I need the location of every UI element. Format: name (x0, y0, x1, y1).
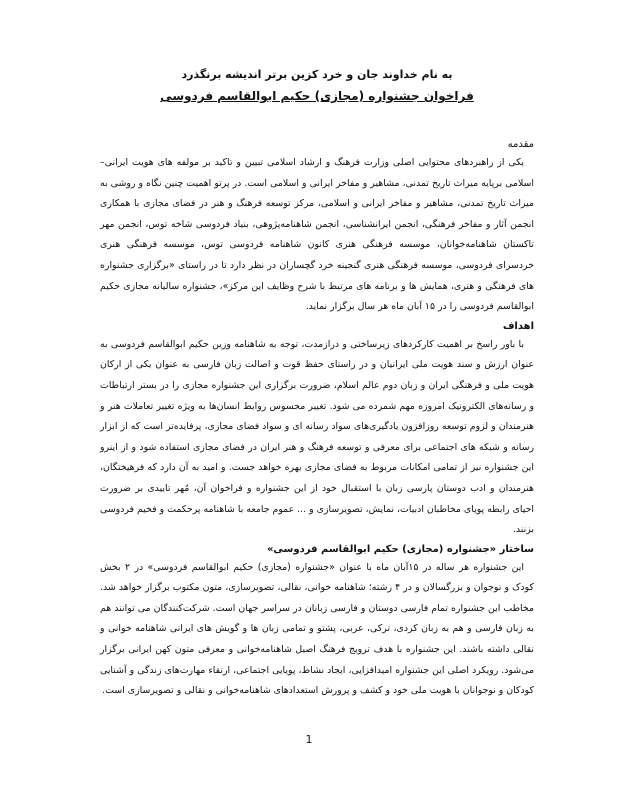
motto-line: به نام خداوند جان و خرد کزین برتر اندیشه برنگذرد (181, 68, 453, 81)
section-paragraph-structure: این جشنواره هر ساله در ۱۵آبان ماه با عنوان «جشنواره (مجازی) حکیم ابوالقاسم فردوسی» در ۲ بخش کودک و نوجوان و بزرگسالان و در ۴ رشته؛ شاهنامه خوانی، نقالی، تصویرسازی، متون مکتوب برگزار خواهد شد. مخاطب این جشنواره تمام فارسی دوستان و فارسی زبانان در سراسر جهان است. شرکت‌کنندگان می توانند هم به زبان فارسی و هم به زبان کردی، ترکی، عربی، پشتو و تمامی زبان ها و گویش های ایرانی شاهنامه خوانی و نقالی داشته باشند. این جشنواره با هدف ترویج فرهنگ اصیل شاهنامه‌خوانی و معرفی متون کهن ایرانی برگزار می‌شود. رویکرد اصلی این جشنواره امیدافزایی، ایجاد نشاط، پویایی اجتماعی، ارتقاء مهارت‌های زندگی و آشنایی کودکان و نوجوانان با هویت ملی خود و کشف و پرورش استعدادهای شاهنامه‌خوانی و نقالی و تصویرسازی است. (100, 561, 534, 697)
section-heading-introduction: مقدمه (507, 139, 534, 150)
section-heading-goals: اهداف (502, 320, 534, 332)
document-body (100, 66, 534, 702)
page-number: 1 (305, 733, 313, 746)
section-heading-structure: ساختار «جشنواره (مجازی) حکیم ابوالقاسم فردوسی» (266, 543, 534, 555)
section-paragraph-goals: با باور راسخ بر اهمیت کارکردهای زیرساختی و درازمدت، توجه به شاهنامه وزین حکیم ابوالقاسم فردوسی به عنوان ارزش و سند هویت ملی ایرانیان و در راستای حفظ قوت و اصالت زبان فارسی به عنوان یکی از ارکان هویت ملی و فرهنگی ایران و زبان دوم عالم اسلام، ضرورت برگزاری این جشنواره مجازی را در بستر ارتباطات و رسانه‌های الکترونیک امروزه مهم شمرده می شود. تغییر محسوس روابط انسان‌ها به ویژه تغییر تعاملات هنر و هنرمندان و لزوم توسعه روزافزون یادگیری‌های سواد رسانه ای و سواد فضای مجازی، پرفایده‌تر است که از ابزار رسانه و شبکه های اجتماعی برای معرفی و توسعه فرهنگ و هنر ایران در فضای مجازی استفاده شود و از اینرو این جشنواره نیز از تمامی امکانات مربوط به فضای مجازی بهره خواهد جست. و امید به آن دارد که فرهیختگان، هنرمندان و ادب دوستان پارسی زبان با استقبال خود از این جشنواره و فراخوان آن، مُهر تاییدی بر ضرورت احیای رابطه پویای مخاطبان ادبیات، نمایش، تصویرسازی و ... عموم جامعه با شاهنامه پرحکمت و فخیم فردوسی بزنند. (100, 338, 534, 536)
section-paragraph-introduction: یکی از راهبردهای محتوایی اصلی وزارت فرهنگ و ارشاد اسلامی تبیین و تاکید بر مولفه های هویت ایرانی– اسلامی برپایه میراث تاریخ تمدنی، مشاهیر و مفاخر ایرانی و اسلامی است. در پرتو اهمیت چنین نگاه و روشی به میراث تاریخ تمدنی، مشاهیر و مفاخر ایرانی و اسلامی، مرکز توسعه فرهنگ و هنر در فضای مجازی با همکاری انجمن آثار و مفاخر فرهنگی، انجمن ایرانشناسی، انجمن شاهنامه‌پژوهی، بنیاد فردوسی شاخه توس، انجمن مهر تاکستان شاهنامه‌خوانان، موسسه فرهنگی هنری کانون شاهنامه فردوسی توس، موسسه فرهنگی هنری خردسرای فردوسی، موسسه فرهنگی هنری گنجینه خرد گچساران در نظر دارد تا در راستای «برگزاری جشنواره های فرهنگی و هنری، همایش ها و برنامه های مرتبط با شرح وظایف این مرکز»، جشنواره سالیانه مجازی حکیم ابوالقاسم فردوسی را در ۱۵ آبان ماه هر سال برگزار نماید. (100, 157, 534, 313)
page-title: فراخوان جشنواره (مجازی) حکیم ابوالقاسم فردوسی (160, 89, 474, 103)
